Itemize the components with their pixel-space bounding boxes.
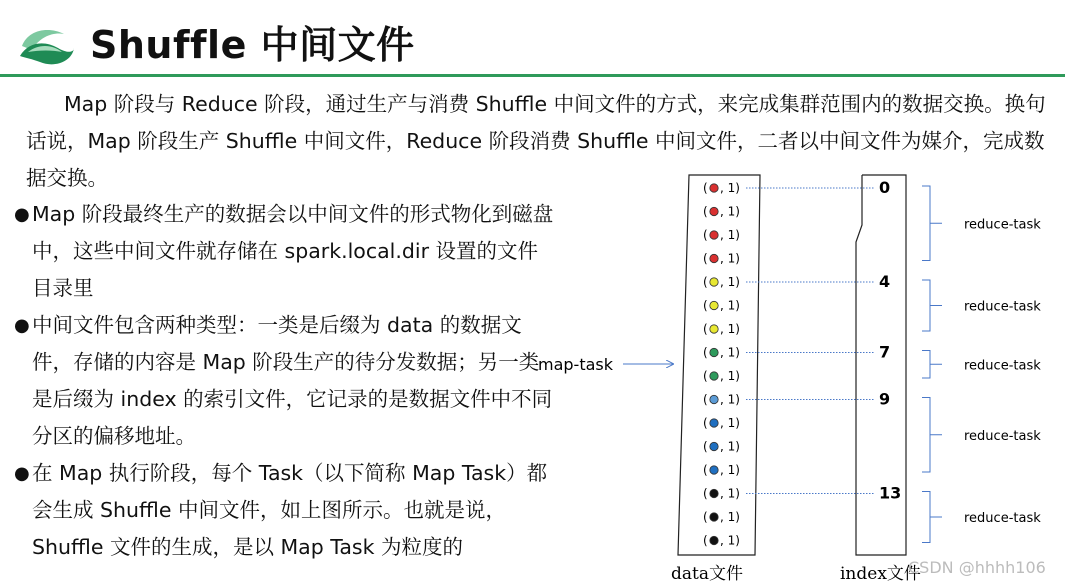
- data-record: [703, 416, 740, 430]
- record-count-text: , 1): [720, 439, 740, 454]
- data-record: [703, 393, 740, 407]
- data-record: [703, 299, 740, 313]
- bullet-marker: ●: [14, 463, 30, 484]
- record-key-dot: [710, 466, 718, 474]
- reduce-task-label: reduce-task: [964, 511, 1041, 526]
- record-count-text: , 1): [720, 181, 740, 195]
- record-open-paren: (: [703, 416, 708, 430]
- data-record: [703, 463, 740, 477]
- data-file-caption: data文件: [671, 564, 743, 584]
- record-count-text: , 1): [720, 251, 740, 266]
- reduce-task-label: reduce-task: [964, 428, 1041, 444]
- index-offset-value: 7: [879, 342, 891, 362]
- reduce-task-bracket: [922, 492, 942, 543]
- data-record: [703, 346, 740, 360]
- record-key-dot: [710, 395, 718, 403]
- reduce-task-bracket: [922, 398, 942, 473]
- intro-paragraph: Map 阶段与 Reduce 阶段，通过生产与消费 Shuffle 中间文件的方式，来完成集群范围内的数据交换。换句话说，Map 阶段生产 Shuffle 中间文件，Reduce 阶段消费 Shuffle 中间文件，二者以中间文件为媒介，完成数据交换。: [26, 92, 1046, 190]
- watermark: CSDN @hhhh106: [908, 558, 1046, 577]
- record-count-text: , 1): [720, 345, 740, 360]
- record-key-dot: [710, 536, 718, 544]
- bullet-text: Map 阶段最终生产的数据会以中间文件的形式物化到磁盘中，这些中间文件就存储在 spark.local.dir 设置的文件目录里: [32, 202, 554, 300]
- record-count-text: , 1): [720, 228, 740, 242]
- record-key-dot: [710, 325, 718, 333]
- bullet-text: 在 Map 执行阶段，每个 Task（以下简称 Map Task）都会生成 Shuffle 中间文件，如上图所示。也就是说，Shuffle 文件的生成，是以 Map Task 为粒度的: [32, 461, 548, 559]
- index-file-caption: index文件: [840, 564, 921, 584]
- record-count-text: , 1): [720, 416, 740, 430]
- record-key-dot: [710, 372, 718, 380]
- map-task-label: map-task: [538, 355, 613, 374]
- record-key-dot: [710, 513, 718, 521]
- record-count-text: , 1): [720, 204, 740, 219]
- record-count-text: , 1): [720, 486, 740, 501]
- record-count-text: , 1): [720, 392, 740, 407]
- data-record: [703, 487, 740, 501]
- data-record: [703, 510, 740, 524]
- index-offset-value: 13: [879, 483, 902, 503]
- reduce-task-bracket: [922, 280, 942, 331]
- bullet-text: 中间文件包含两种类型：一类是后缀为 data 的数据文件，存储的内容是 Map 阶段生产的待分发数据；另一类是后缀为 index 的索引文件，它记录的是数据文件中不同分区的偏移地址。: [32, 313, 553, 448]
- index-entries: [746, 178, 901, 503]
- data-record: [703, 534, 740, 548]
- record-key-dot: [710, 419, 718, 427]
- record-count-text: , 1): [720, 298, 740, 313]
- bullet-marker: ●: [14, 315, 30, 336]
- record-key-dot: [710, 278, 718, 286]
- reduce-task-bracket: [922, 186, 942, 261]
- data-record: [703, 275, 740, 289]
- index-offset-value: 4: [879, 272, 891, 291]
- reduce-task-label: reduce-task: [964, 217, 1041, 233]
- record-open-paren: (: [703, 439, 708, 454]
- index-offset-value: 9: [879, 389, 891, 409]
- record-open-paren: (: [703, 533, 708, 548]
- data-records: [703, 181, 740, 548]
- record-key-dot: [710, 301, 718, 309]
- record-key-dot: [710, 254, 718, 262]
- record-count-text: , 1): [720, 463, 740, 477]
- data-record: [703, 205, 740, 219]
- page-title: Shuffle 中间文件: [90, 23, 415, 67]
- record-key-dot: [710, 489, 718, 497]
- reduce-task-label: reduce-task: [964, 358, 1041, 374]
- record-open-paren: (: [703, 298, 708, 313]
- record-open-paren: (: [703, 369, 708, 383]
- reduce-task-bracket: [922, 351, 942, 379]
- record-open-paren: (: [703, 463, 708, 477]
- record-count-text: , 1): [720, 275, 740, 289]
- index-offset-value: 0: [879, 178, 891, 197]
- record-open-paren: (: [703, 392, 708, 407]
- record-open-paren: (: [703, 251, 708, 266]
- record-open-paren: (: [703, 322, 708, 336]
- record-open-paren: (: [703, 486, 708, 501]
- record-key-dot: [710, 231, 718, 239]
- data-record: [703, 181, 740, 195]
- data-record: [703, 369, 740, 383]
- record-count-text: , 1): [720, 322, 740, 336]
- data-record: [703, 252, 740, 266]
- record-key-dot: [710, 184, 718, 192]
- record-count-text: , 1): [720, 510, 740, 524]
- record-open-paren: (: [703, 204, 708, 219]
- data-record: [703, 228, 740, 242]
- record-open-paren: (: [703, 181, 708, 195]
- data-record: [703, 440, 740, 454]
- record-key-dot: [710, 207, 718, 215]
- record-open-paren: (: [703, 228, 708, 242]
- bullet-marker: ●: [14, 204, 30, 225]
- reduce-task-groups: [922, 186, 1041, 543]
- record-open-paren: (: [703, 510, 708, 524]
- data-file-box: [678, 175, 760, 555]
- record-key-dot: [710, 442, 718, 450]
- reduce-task-label: reduce-task: [964, 299, 1041, 315]
- record-open-paren: (: [703, 345, 708, 360]
- data-record: [703, 322, 740, 336]
- record-count-text: , 1): [720, 369, 740, 383]
- record-open-paren: (: [703, 275, 708, 289]
- record-key-dot: [710, 348, 718, 356]
- record-count-text: , 1): [720, 533, 740, 548]
